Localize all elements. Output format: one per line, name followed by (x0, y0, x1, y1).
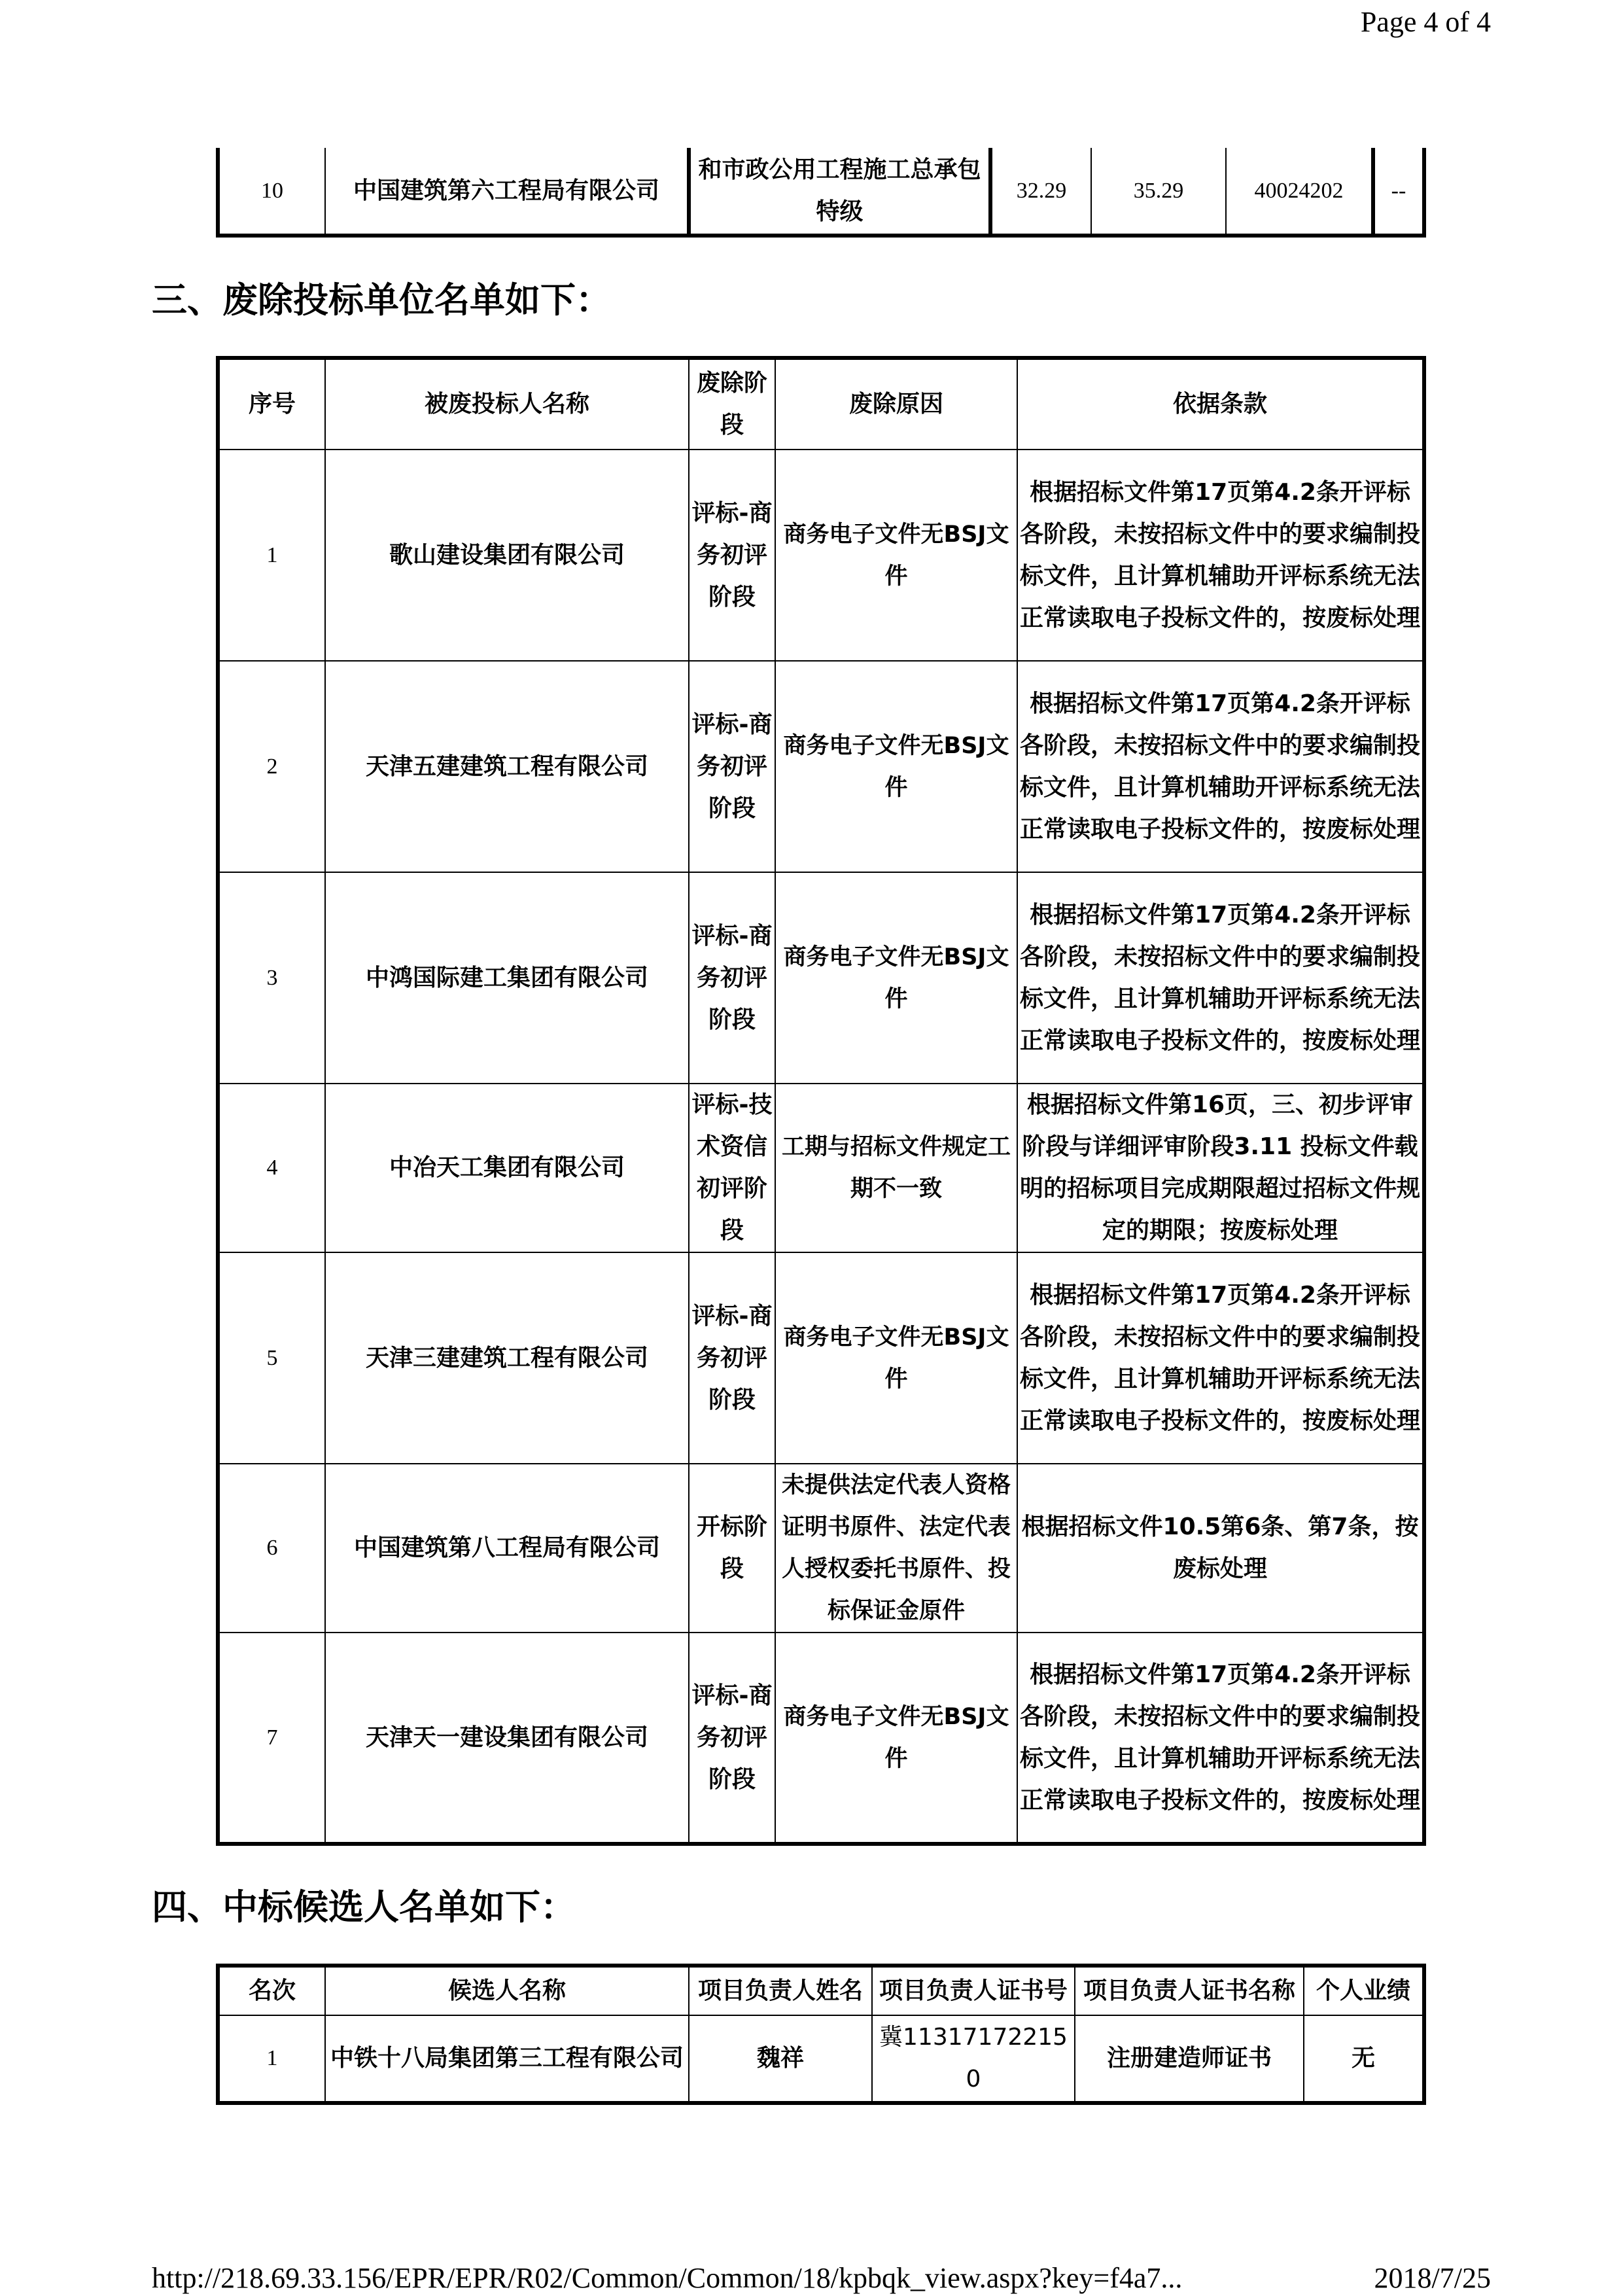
header-no: 序号 (218, 358, 325, 450)
voided-bidders-table (216, 356, 1426, 1846)
score-value: 35.29 (1091, 148, 1226, 236)
void-reason: 商务电子文件无BSJ文件 (775, 450, 1017, 661)
row-no: 6 (218, 1464, 325, 1633)
table-row (218, 1084, 1424, 1252)
table-header-row (218, 1966, 1424, 2015)
void-reason: 未提供法定代表人资格证明书原件、法定代表人授权委托书原件、投标保证金原件 (775, 1464, 1017, 1633)
manager-name: 魏祥 (689, 2015, 872, 2103)
void-stage: 评标-技术资信初评阶段 (689, 1084, 775, 1252)
table-row (218, 450, 1424, 661)
void-reason: 商务电子文件无BSJ文件 (775, 1252, 1017, 1464)
table-row (218, 661, 1424, 872)
void-basis: 根据招标文件第17页第4.2条开评标各阶段，未按招标文件中的要求编制投标文件，且计算机辅助开评标系统无法正常读取电子投标文件的，按废标处理 (1017, 1633, 1424, 1844)
void-reason: 商务电子文件无BSJ文件 (775, 1633, 1017, 1844)
bidder-name: 中鸿国际建工集团有限公司 (325, 872, 689, 1084)
footer-url: http://218.69.33.156/EPR/EPR/R02/Common/Common/18/kpbqk_view.aspx?key=f4a7... (152, 2262, 1183, 2294)
row-no: 5 (218, 1252, 325, 1464)
bidder-name: 歌山建设集团有限公司 (325, 450, 689, 661)
table-row (218, 2015, 1424, 2103)
table-row (218, 148, 1424, 236)
footer-date: 2018/7/25 (1374, 2262, 1491, 2294)
table-row (218, 1633, 1424, 1844)
void-basis: 根据招标文件10.5第6条、第7条，按废标处理 (1017, 1464, 1424, 1633)
row-no: 7 (218, 1633, 325, 1844)
previous-table-continuation (216, 148, 1426, 238)
header-manager: 项目负责人姓名 (689, 1966, 872, 2015)
row-no: 1 (218, 450, 325, 661)
void-stage: 开标阶段 (689, 1464, 775, 1633)
header-cert-name: 项目负责人证书名称 (1075, 1966, 1304, 2015)
header-stage: 废除阶段 (689, 358, 775, 450)
header-name: 被废投标人名称 (325, 358, 689, 450)
bidder-name: 中冶天工集团有限公司 (325, 1084, 689, 1252)
void-stage: 评标-商务初评阶段 (689, 1252, 775, 1464)
score-value: 32.29 (990, 148, 1091, 236)
table-row (218, 1252, 1424, 1464)
void-stage: 评标-商务初评阶段 (689, 450, 775, 661)
candidate-rank: 1 (218, 2015, 325, 2103)
header-cert-no: 项目负责人证书号 (872, 1966, 1075, 2015)
bidder-name: 天津三建建筑工程有限公司 (325, 1252, 689, 1464)
row-no: 2 (218, 661, 325, 872)
price-value: 40024202 (1226, 148, 1373, 236)
bidder-name: 天津天一建设集团有限公司 (325, 1633, 689, 1844)
qualification: 和市政公用工程施工总承包特级 (689, 148, 990, 236)
void-basis: 根据招标文件第17页第4.2条开评标各阶段，未按招标文件中的要求编制投标文件，且计算机辅助开评标系统无法正常读取电子投标文件的，按废标处理 (1017, 872, 1424, 1084)
void-basis: 根据招标文件第17页第4.2条开评标各阶段，未按招标文件中的要求编制投标文件，且计算机辅助开评标系统无法正常读取电子投标文件的，按废标处理 (1017, 1252, 1424, 1464)
row-index: 10 (218, 148, 325, 236)
void-stage: 评标-商务初评阶段 (689, 661, 775, 872)
header-performance: 个人业绩 (1304, 1966, 1424, 2015)
certificate-number: 冀113171722150 (872, 2015, 1075, 2103)
bidder-name: 中国建筑第八工程局有限公司 (325, 1464, 689, 1633)
void-reason: 商务电子文件无BSJ文件 (775, 872, 1017, 1084)
void-reason: 工期与招标文件规定工期不一致 (775, 1084, 1017, 1252)
table-header-row (218, 358, 1424, 450)
certificate-name: 注册建造师证书 (1075, 2015, 1304, 2103)
header-rank: 名次 (218, 1966, 325, 2015)
void-stage: 评标-商务初评阶段 (689, 872, 775, 1084)
section-3-title: 三、废除投标单位名单如下： (152, 279, 611, 321)
void-basis: 根据招标文件第16页，三、初步评审阶段与详细评审阶段3.11 投标文件载明的招标项目完成期限超过招标文件规定的期限；按废标处理 (1017, 1084, 1424, 1252)
header-basis: 依据条款 (1017, 358, 1424, 450)
table-row (218, 1464, 1424, 1633)
personal-performance: 无 (1304, 2015, 1424, 2103)
remark-value: -- (1373, 148, 1424, 236)
row-no: 3 (218, 872, 325, 1084)
candidates-table (216, 1964, 1426, 2105)
void-basis: 根据招标文件第17页第4.2条开评标各阶段，未按招标文件中的要求编制投标文件，且计算机辅助开评标系统无法正常读取电子投标文件的，按废标处理 (1017, 661, 1424, 872)
void-basis: 根据招标文件第17页第4.2条开评标各阶段，未按招标文件中的要求编制投标文件，且计算机辅助开评标系统无法正常读取电子投标文件的，按废标处理 (1017, 450, 1424, 661)
table-row (218, 872, 1424, 1084)
header-candidate: 候选人名称 (325, 1966, 689, 2015)
candidate-name: 中铁十八局集团第三工程有限公司 (325, 2015, 689, 2103)
header-reason: 废除原因 (775, 358, 1017, 450)
section-4-title: 四、中标候选人名单如下： (152, 1886, 576, 1928)
page-number: Page 4 of 4 (1360, 6, 1491, 38)
row-no: 4 (218, 1084, 325, 1252)
void-reason: 商务电子文件无BSJ文件 (775, 661, 1017, 872)
bidder-name: 天津五建建筑工程有限公司 (325, 661, 689, 872)
company-name: 中国建筑第六工程局有限公司 (325, 148, 689, 236)
void-stage: 评标-商务初评阶段 (689, 1633, 775, 1844)
